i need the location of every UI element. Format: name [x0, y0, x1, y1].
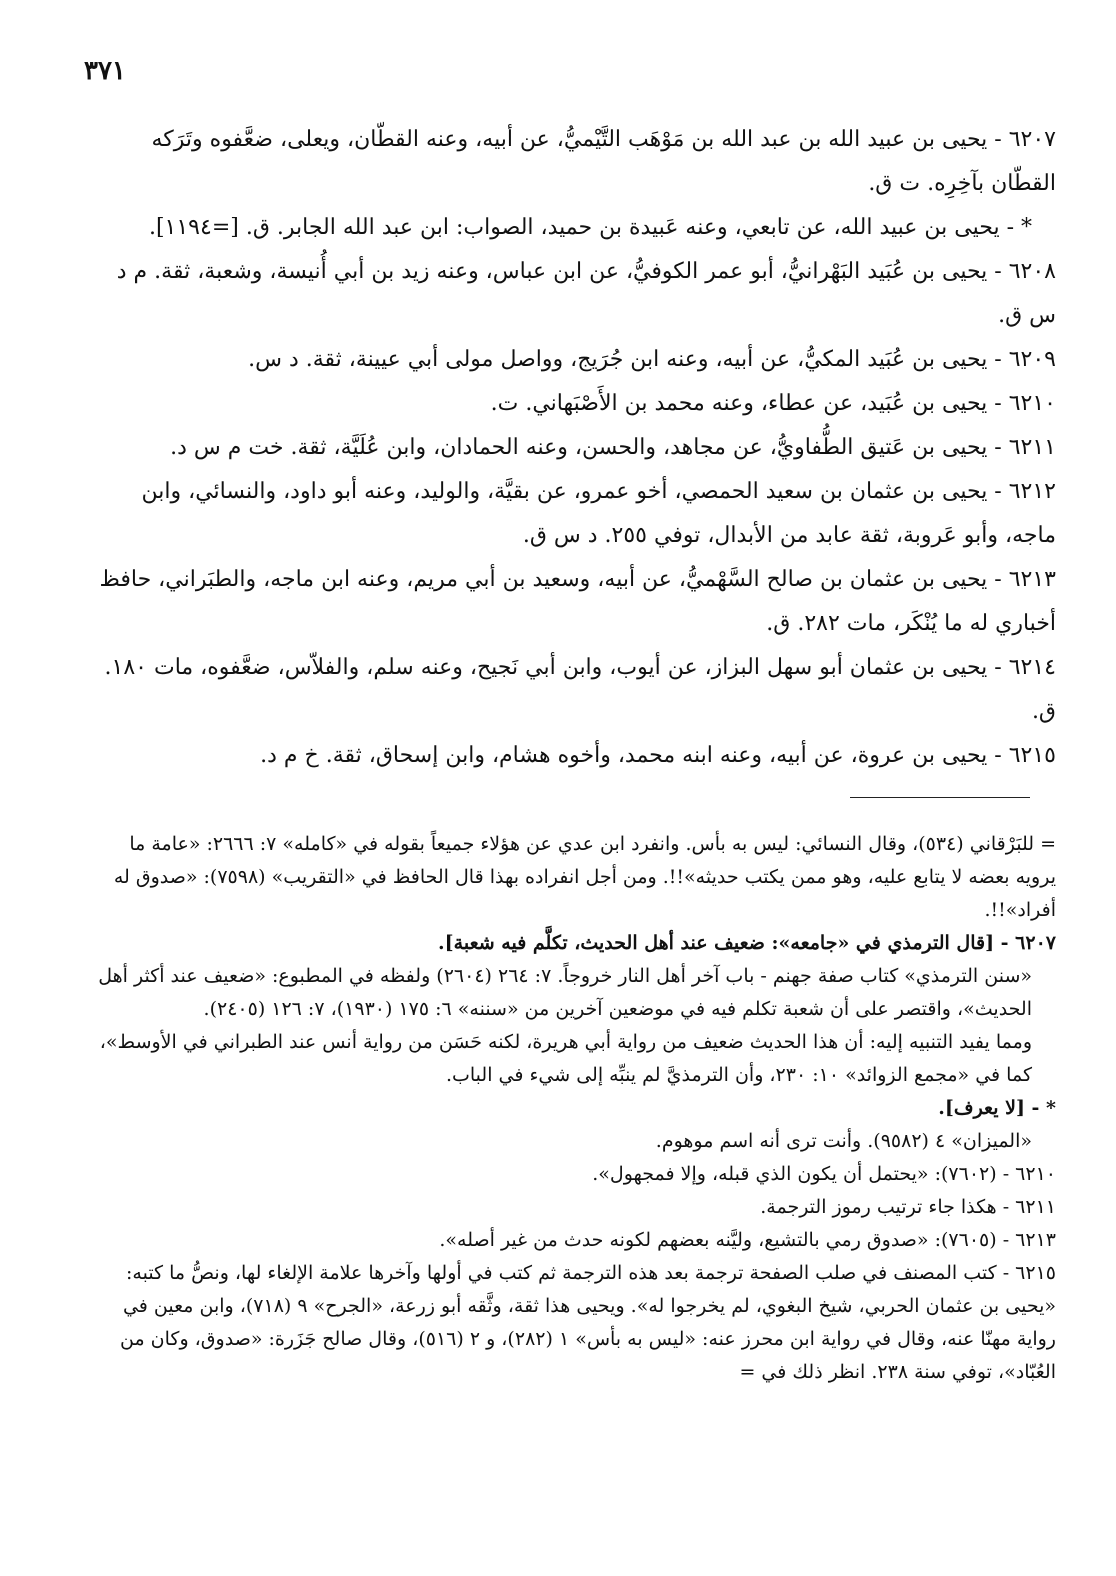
footnote-6207-body: «سنن الترمذي» كتاب صفة جهنم - باب آخر أهل النار خروجاً. ٧: ٢٦٤ (٢٦٠٤) ولفظه في المطبوع: «ضعيف عند أكثر أهل الحديث»، واقتصر على أن شعبة تكلم فيه في موضعين آخرين من «سننه» ٦: ١٧٥ (١٩٣٠)، ٧: ١٢٦ (٢٤٠٥).: [98, 965, 1032, 1020]
footnote-6207-note: ومما يفيد التنبيه إليه: أن هذا الحديث ضعيف من رواية أبي هريرة، لكنه حَسَن من رواية أنس عند الطبراني في الأوسط»، كما في «مجمع الزوائد» ١٠: ٢٣٠، وأن الترمذيَّ لم ينبِّه إلى شيء في الباب.: [99, 1031, 1032, 1086]
entry-6214: ٦٢١٤ - يحيى بن عثمان أبو سهل البزاز، عن أيوب، وابن أبي نَجيح، وعنه سلم، والفلاّس، ضعَّفوه، مات ١٨٠. ق.: [104, 655, 1056, 724]
entry-6211: ٦٢١١ - يحيى بن عَتيق الطُّفاويُّ، عن مجاهد، والحسن، وعنه الحمادان، وابن عُلَيَّة، ثقة. خت م س د.: [170, 435, 1056, 460]
footnote-continuation: = للبَرْقاني (٥٣٤)، وقال النسائي: ليس به بأس. وانفرد ابن عدي عن هؤلاء جميعاً بقوله في «كامله» ٧: ٢٦٦٦: «عامة ما يرويه بعضه لا يتابع عليه، وهو ممن يكتب حديثه»!!. ومن أجل انفراده بهذا قال الحافظ في «التقريب» (٧٥٩٨): «صدوق له أفراد»!!.: [113, 833, 1056, 921]
entry-star: * - يحيى بن عبيد الله، عن تابعي، وعنه عَبيدة بن حميد، الصواب: ابن عبد الله الجابر. ق. [=١١٩٤].: [148, 215, 1032, 240]
footnote-6210: ٦٢١٠ - (٧٦٠٢): «يحتمل أن يكون الذي قبله، وإلا فمجهول».: [592, 1163, 1056, 1185]
footnotes: [95, 828, 1056, 1389]
footnote-6211: ٦٢١١ - هكذا جاء ترتيب رموز الترجمة.: [760, 1196, 1056, 1218]
footnote-star-heading: * - [لا يعرف].: [938, 1097, 1056, 1119]
footnote-divider: [850, 797, 1030, 798]
entry-6213: ٦٢١٣ - يحيى بن عثمان بن صالح السَّهْميُّ، عن أبيه، وسعيد بن أبي مريم، وعنه ابن ماجه، والطبَراني، حافظ أخباري له ما يُنْكَر، مات ٢٨٢. ق.: [99, 567, 1056, 636]
entry-6210: ٦٢١٠ - يحيى بن عُبَيد، عن عطاء، وعنه محمد بن الأَصْبَهاني. ت.: [490, 391, 1056, 416]
footnote-6207-heading: ٦٢٠٧ - [قال الترمذي في «جامعه»: ضعيف عند أهل الحديث، تكلَّم فيه شعبة].: [438, 932, 1056, 954]
entry-6209: ٦٢٠٩ - يحيى بن عُبَيد المكيُّ، عن أبيه، وعنه ابن جُرَيج، وواصل مولى أبي عيينة، ثقة. د س.: [248, 347, 1056, 372]
footnote-6213: ٦٢١٣ - (٧٦٠٥): «صدوق رمي بالتشيع، وليَّنه بعضهم لكونه حدث من غير أصله».: [439, 1229, 1056, 1251]
entry-6212: ٦٢١٢ - يحيى بن عثمان بن سعيد الحمصي، أخو عمرو، عن بقيَّة، والوليد، وعنه أبو داود، والنسائي، وابن ماجه، وأبو عَروبة، ثقة عابد من الأبدال، توفي ٢٥٥. د س ق.: [141, 479, 1056, 548]
page-number: ٣٧١: [84, 56, 126, 86]
footnote-star-body: «الميزان» ٤ (٩٥٨٢). وأنت ترى أنه اسم موهوم.: [655, 1130, 1032, 1152]
entry-6215: ٦٢١٥ - يحيى بن عروة، عن أبيه، وعنه ابنه محمد، وأخوه هشام، وابن إسحاق، ثقة. خ م د.: [260, 743, 1056, 768]
entry-6207: ٦٢٠٧ - يحيى بن عبيد الله بن عبد الله بن مَوْهَب التَّيْميُّ، عن أبيه، وعنه القطّان، ويعلى، ضعَّفوه وتَرَكه القطّان بآخِرِه. ت ق.: [151, 127, 1056, 196]
footnote-6215: ٦٢١٥ - كتب المصنف في صلب الصفحة ترجمة بعد هذه الترجمة ثم كتب في أولها وآخرها علامة الإلغاء لها، ونصُّ ما كتبه: «يحيى بن عثمان الحربي، شيخ البغوي، لم يخرجوا له». ويحيى هذا ثقة، وثَّقه أبو زرعة، «الجرح» ٩ (٧١٨)، وابن معين في رواية مهنّا عنه، وقال في رواية ابن محرز عنه: «ليس به بأس» ١ (٢٨٢)، و ٢ (٥١٦)، وقال صالح جَزَرة: «صدوق، وكان من العُبّاد»، توفي سنة ٢٣٨. انظر ذلك في =: [119, 1262, 1056, 1383]
entry-6208: ٦٢٠٨ - يحيى بن عُبَيد البَهْرانيُّ، أبو عمر الكوفيُّ، عن ابن عباس، وعنه زيد بن أبي أُنيسة، وشعبة، ثقة. م د س ق.: [116, 259, 1056, 328]
main-text: [95, 118, 1056, 778]
